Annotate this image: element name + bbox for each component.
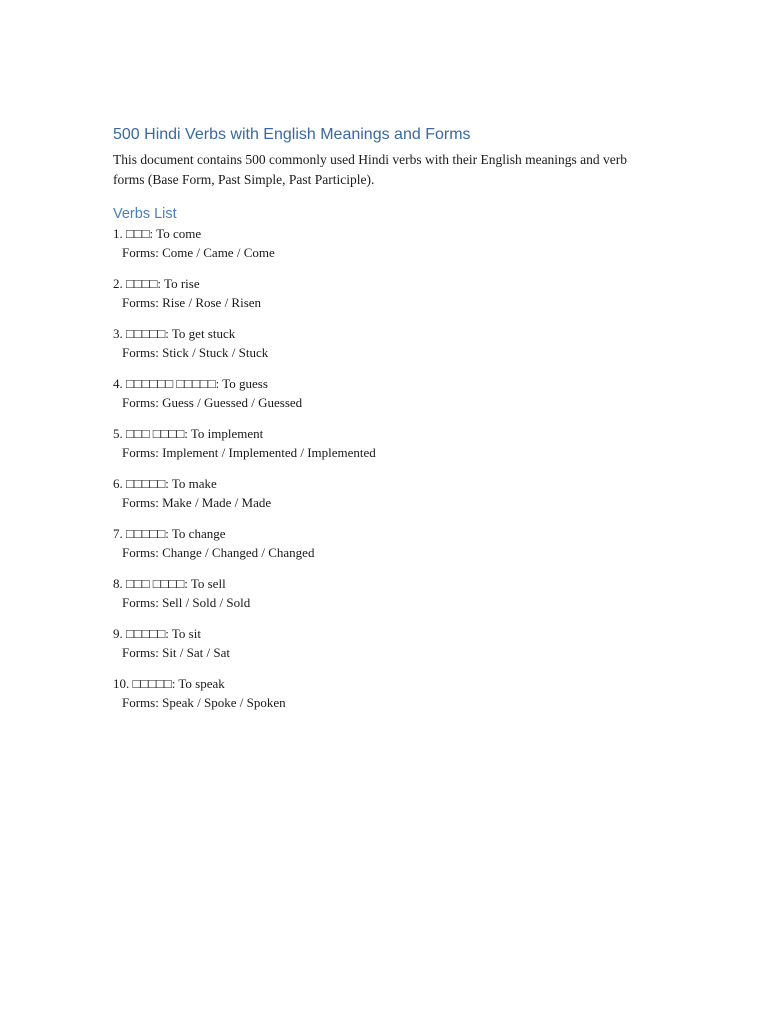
intro-paragraph: This document contains 500 commonly used Hindi verbs with their English meanings and verb forms (Base Form, Past Simple, Past Participle).: [113, 152, 628, 187]
verb-entry: [113, 274, 653, 312]
verb-entry: [113, 474, 653, 512]
verb-term: 1. □□□: To come: [113, 226, 202, 241]
verb-entry: [113, 524, 653, 562]
verb-forms: Forms: Stick / Stuck / Stuck: [122, 345, 269, 360]
verb-entry: [113, 374, 653, 412]
verb-entry: [113, 324, 653, 362]
verb-term: 9. □□□□□: To sit: [113, 626, 201, 641]
verb-entry: [113, 424, 653, 462]
verb-entry: [113, 624, 653, 662]
verb-forms: Forms: Sell / Sold / Sold: [122, 595, 251, 610]
verb-forms: Forms: Implement / Implemented / Implemented: [122, 445, 376, 460]
verb-forms: Forms: Change / Changed / Changed: [122, 545, 315, 560]
verb-entry: [113, 224, 653, 262]
section-heading-verbs-list: Verbs List: [113, 206, 177, 222]
verb-forms: Forms: Sit / Sat / Sat: [122, 645, 230, 660]
document-content: [113, 125, 653, 724]
verb-term: 3. □□□□□: To get stuck: [113, 326, 236, 341]
verb-term: 8. □□□ □□□□: To sell: [113, 576, 226, 591]
verb-forms: Forms: Speak / Spoke / Spoken: [122, 695, 286, 710]
verb-term: 5. □□□ □□□□: To implement: [113, 426, 264, 441]
verb-forms: Forms: Come / Came / Come: [122, 245, 275, 260]
verb-term: 7. □□□□□: To change: [113, 526, 226, 541]
verb-list: [113, 224, 653, 712]
verb-entry: [113, 674, 653, 712]
verb-term: 10. □□□□□: To speak: [113, 676, 225, 691]
verb-forms: Forms: Rise / Rose / Risen: [122, 295, 262, 310]
verb-term: 4. □□□□□□ □□□□□: To guess: [113, 376, 268, 391]
verb-term: 2. □□□□: To rise: [113, 276, 200, 291]
verb-entry: [113, 574, 653, 612]
document-title: 500 Hindi Verbs with English Meanings and Forms: [113, 126, 471, 143]
verb-term: 6. □□□□□: To make: [113, 476, 217, 491]
verb-forms: Forms: Guess / Guessed / Guessed: [122, 395, 303, 410]
verb-forms: Forms: Make / Made / Made: [122, 495, 272, 510]
